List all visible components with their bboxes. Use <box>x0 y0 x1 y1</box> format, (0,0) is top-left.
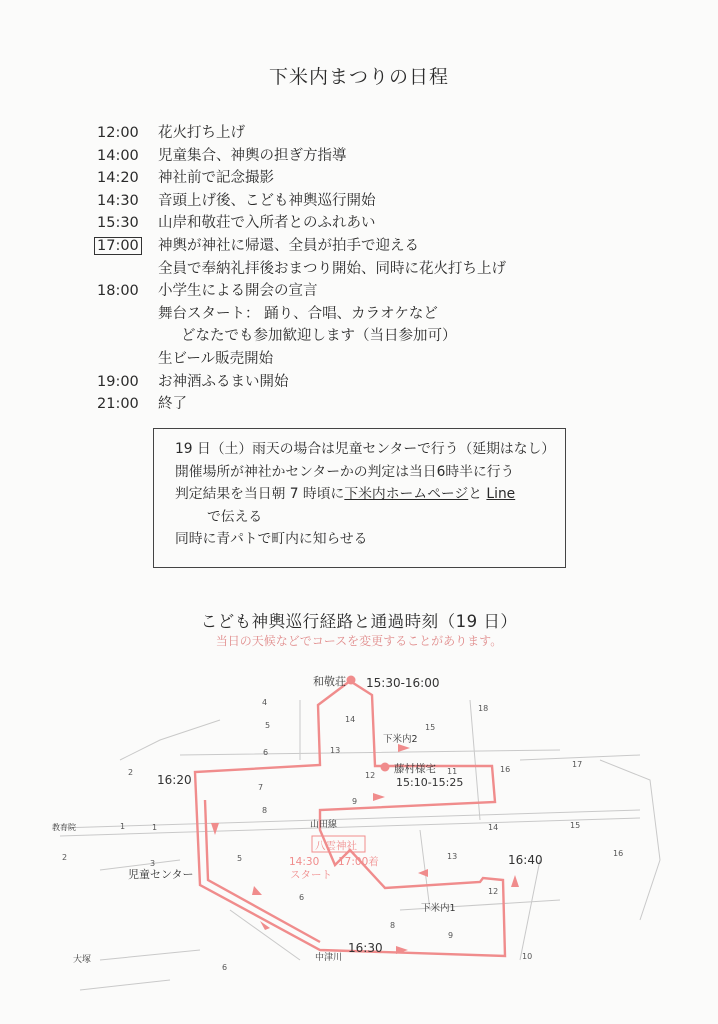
center-label: 児童センター <box>128 868 194 881</box>
block-number: 11 <box>447 767 458 776</box>
arrive-time: 17:00着 <box>338 856 379 868</box>
schedule-event: 花火打ち上げ <box>158 125 245 141</box>
block-number: 3 <box>150 859 156 868</box>
schedule-time: 21:00 <box>97 396 139 413</box>
block-number: 6 <box>263 748 269 757</box>
schedule-time: 19:00 <box>97 373 139 390</box>
schedule-event: 児童集合、神輿の担ぎ方指導 <box>158 147 347 164</box>
block-number: 13 <box>330 746 341 755</box>
block-number: 15 <box>570 821 581 830</box>
block-number: 5 <box>265 721 271 730</box>
notice-line-5: 同時に青パトで町内に知らせる <box>175 531 368 547</box>
railway-label: 山田線 <box>310 820 338 830</box>
schedule-time: 14:30 <box>97 192 139 209</box>
block-number: 14 <box>488 823 499 832</box>
schedule-time: 14:00 <box>97 147 139 164</box>
block-number: 9 <box>352 797 358 806</box>
schedule-time: 14:20 <box>97 170 139 187</box>
notice-line-4: で伝える <box>207 508 263 525</box>
schedule-event: 終了 <box>158 396 187 413</box>
schedule-event: 生ビール販売開始 <box>158 350 274 367</box>
block-number: 6 <box>222 963 228 972</box>
schedule-event: 神輿が神社に帰還、全員が拍手で迎える <box>158 237 419 254</box>
schedule-event: 山岸和敬荘で入所者とのふれあい <box>158 215 376 232</box>
schedule-time: 18:00 <box>97 283 139 300</box>
schedule-event: 小学生による開会の宣言 <box>158 283 318 300</box>
time-1620: 16:20 <box>157 773 192 787</box>
block-number: 6 <box>299 893 305 902</box>
line-link[interactable]: Line <box>486 486 516 502</box>
schedule-time: 17:00 <box>97 235 157 258</box>
block-number: 1 <box>120 822 126 831</box>
block-number: 8 <box>390 921 396 930</box>
area-label-1: 下米内1 <box>421 903 456 914</box>
schedule-event: 音頭上げ後、こども神輿巡行開始 <box>158 192 376 209</box>
schedule-time: 12:00 <box>97 125 139 141</box>
block-number: 15 <box>425 723 436 732</box>
block-number: 12 <box>365 771 376 780</box>
schedule-event: 舞台スタート： 踊り、合唱、カラオケなど <box>158 305 438 322</box>
kyoikuin-label: 教育院 <box>52 823 76 832</box>
block-number: 2 <box>128 768 134 777</box>
block-number: 16 <box>613 849 624 858</box>
wakeiso-marker <box>347 676 356 685</box>
schedule-time: 15:30 <box>97 215 139 232</box>
block-number: 8 <box>262 806 268 815</box>
river-label: 中津川 <box>315 953 343 963</box>
schedule-event: 神社前で記念撮影 <box>158 170 274 187</box>
schedule-event: どなたでも参加歓迎します（当日参加可） <box>181 328 457 345</box>
schedule-event: 全員で奉納礼拝後おまつり開始、同時に花火打ち上げ <box>158 260 506 277</box>
block-number: 18 <box>478 704 489 713</box>
start-time: 14:30 <box>289 856 320 868</box>
homepage-link[interactable]: 下米内ホームページ <box>344 486 469 502</box>
time-1630: 16:30 <box>348 941 383 955</box>
block-number: 17 <box>572 760 583 769</box>
rain-notice-box <box>153 428 566 568</box>
page-title: 下米内まつりの日程 <box>268 66 449 88</box>
fujimura-marker <box>381 763 390 772</box>
block-number: 13 <box>447 852 458 861</box>
block-number: 9 <box>448 931 454 940</box>
schedule-event: お神酒ふるまい開始 <box>158 373 289 390</box>
map-subtitle: 当日の天候などでコースを変更することがあります。 <box>215 634 503 648</box>
notice-line-2: 開催場所が神社かセンターかの判定は当日6時半に行う <box>175 463 515 480</box>
block-number: 5 <box>237 854 243 863</box>
shrine-label: 八雲神社 <box>315 840 357 852</box>
notice-line-1: 19 日（土）雨天の場合は児童センターで行う（延期はなし） <box>175 441 556 457</box>
daibo-label: 大塚 <box>73 955 92 965</box>
fujimura-label: 藤村様宅 <box>394 763 436 775</box>
time-1640: 16:40 <box>508 853 543 867</box>
block-number: 12 <box>488 887 499 896</box>
block-number: 10 <box>522 952 533 961</box>
block-number: 4 <box>262 698 268 707</box>
map-title: こども神輿巡行経路と通過時刻（19 日） <box>200 612 518 631</box>
wakeiso-label: 和敬荘 <box>313 675 346 688</box>
block-numbers <box>62 698 623 972</box>
block-number: 7 <box>258 783 264 792</box>
notice-line-3: 判定結果を当日朝 7 時頃に下米内ホームページと Line <box>175 486 516 502</box>
route-map <box>0 660 718 1024</box>
wakeiso-time: 15:30-16:00 <box>366 676 440 690</box>
block-number: 16 <box>500 765 511 774</box>
block-number: 1 <box>152 823 158 832</box>
fujimura-time: 15:10-15:25 <box>396 776 464 789</box>
block-number: 14 <box>345 715 356 724</box>
area-label-2: 下米内2 <box>383 734 418 745</box>
block-number: 2 <box>62 853 68 862</box>
start-label: スタート <box>290 869 332 881</box>
